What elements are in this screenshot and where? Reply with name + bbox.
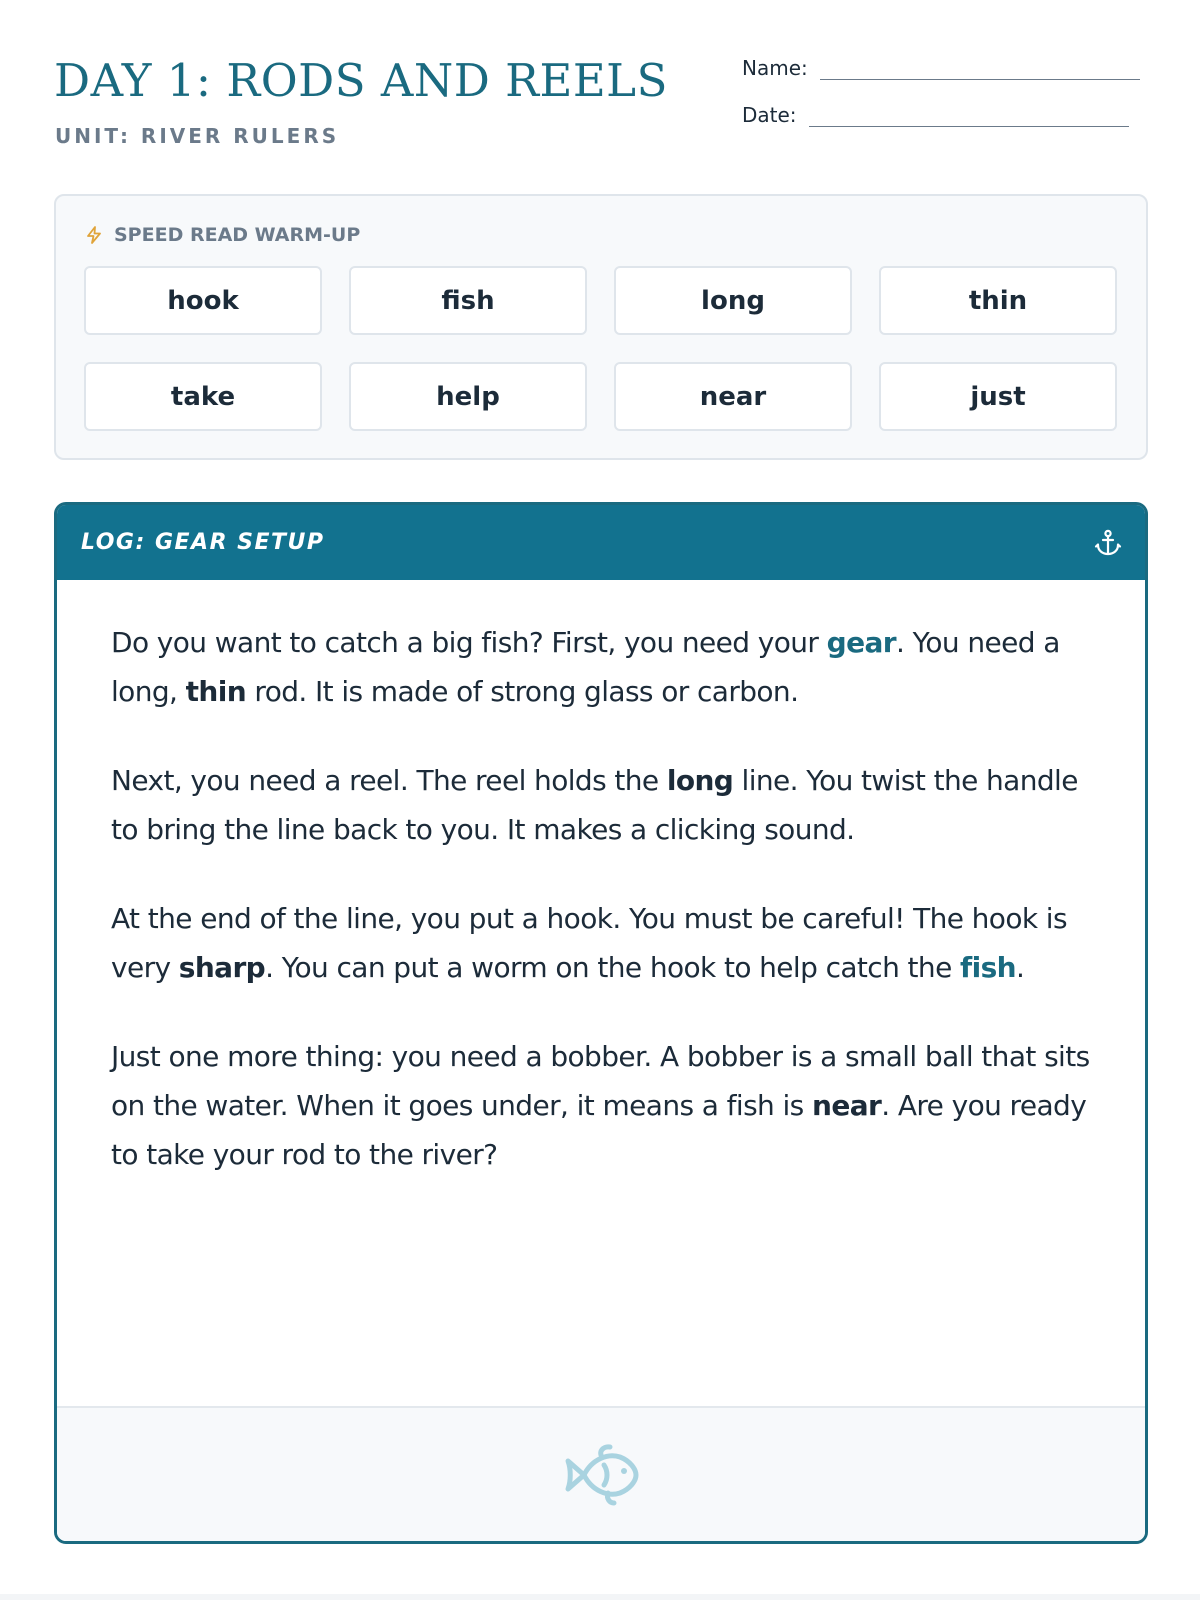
log-text: [111, 618, 1101, 1219]
page-title: DAY 1: RODS AND REELS: [54, 54, 668, 107]
word-tile: just: [879, 362, 1117, 431]
word-tile: hook: [84, 266, 322, 335]
text-span: . You can put a worm on the hook to help catch the: [265, 951, 960, 984]
date-label: Date:: [742, 103, 797, 127]
word-grid: [84, 266, 1117, 431]
word-tile: near: [614, 362, 852, 431]
sight-word: thin: [185, 675, 247, 708]
word-tile: take: [84, 362, 322, 431]
text-span: .: [1015, 951, 1025, 984]
text-span: rod. It is made of strong glass or carbon.: [246, 675, 799, 708]
date-line[interactable]: [809, 109, 1129, 127]
paragraph: [111, 756, 1101, 854]
word-tile: long: [614, 266, 852, 335]
text-span: Just one more thing: you need a bobber. A bobber is a small ball that sits on the water. When it goes under, it means a fish is: [111, 1040, 1090, 1122]
vocab-word: fish: [960, 951, 1016, 984]
log-header: [57, 505, 1145, 580]
text-span: . You need a long,: [111, 626, 1060, 708]
paragraph: [111, 1032, 1101, 1179]
name-line[interactable]: [820, 62, 1140, 80]
anchor-icon: [1093, 528, 1123, 558]
lightning-bolt-icon: [84, 225, 104, 245]
word-tile: thin: [879, 266, 1117, 335]
vocab-word: gear: [826, 626, 896, 659]
name-field[interactable]: [742, 56, 1140, 80]
text-span: At the end of the line, you put a hook. You must be careful! The hook is very: [111, 902, 1067, 984]
name-label: Name:: [742, 56, 808, 80]
text-span: . Are you ready to take your rod to the river?: [111, 1089, 1087, 1171]
text-span: line. You twist the handle to bring the line back to you. It makes a clicking sound.: [111, 764, 1078, 846]
text-span: Do you want to catch a big fish? First, you need your: [111, 626, 827, 659]
log-footer: [57, 1406, 1145, 1541]
warmup-heading: [84, 224, 360, 246]
warmup-label: SPEED READ WARM-UP: [114, 224, 361, 246]
sight-word: long: [666, 764, 734, 797]
text-span: Next, you need a reel. The reel holds the: [111, 764, 667, 797]
paragraph: [111, 894, 1101, 992]
unit-subtitle: UNIT: RIVER RULERS: [55, 124, 340, 148]
speed-read-warmup: [54, 194, 1148, 460]
word-tile: fish: [349, 266, 587, 335]
sight-word: sharp: [178, 951, 266, 984]
paragraph: [111, 618, 1101, 716]
word-tile: help: [349, 362, 587, 431]
date-field[interactable]: [742, 103, 1129, 127]
gear-setup-log: [54, 502, 1148, 1544]
sight-word: near: [811, 1089, 882, 1122]
log-title: LOG: GEAR SETUP: [81, 530, 325, 555]
fish-icon: [562, 1439, 640, 1511]
